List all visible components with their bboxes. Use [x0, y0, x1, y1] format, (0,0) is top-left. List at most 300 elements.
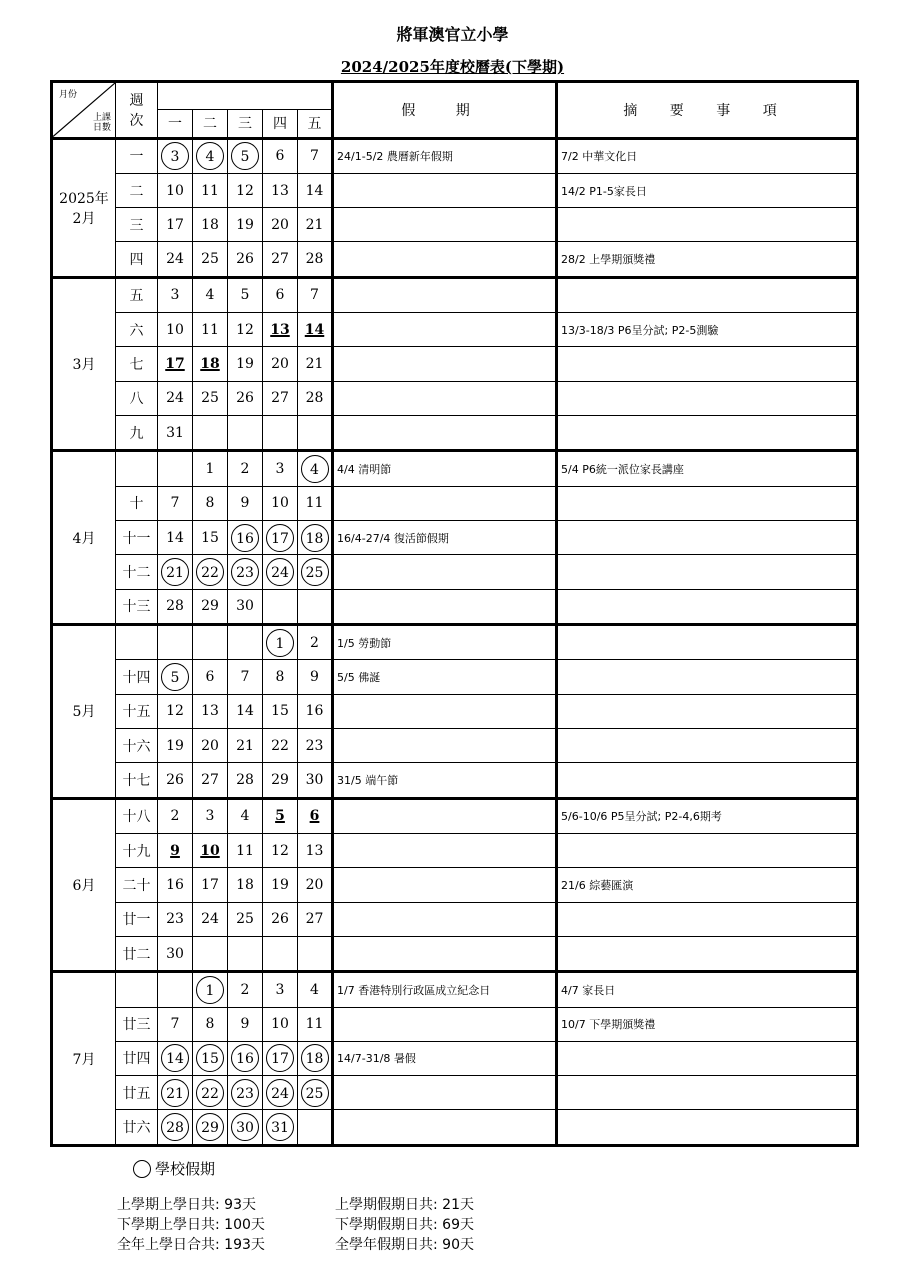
week-number: 六 — [116, 313, 158, 347]
event-note: 7/2 中華文化日 — [557, 138, 858, 173]
day-cell — [193, 381, 228, 415]
date: 29 — [201, 598, 219, 615]
date: 20 — [305, 876, 324, 893]
circle-legend-icon — [133, 1160, 151, 1178]
day-cell — [228, 902, 263, 936]
event-note — [557, 1041, 858, 1075]
date: 9 — [240, 1016, 250, 1033]
week-number: 十五 — [116, 694, 158, 728]
day-cell — [193, 936, 228, 971]
day-cell — [228, 763, 263, 798]
day-cell — [193, 728, 228, 762]
week-row — [52, 1007, 858, 1041]
week-row — [52, 1110, 858, 1146]
day-cell — [263, 1110, 298, 1146]
date: 8 — [205, 1016, 215, 1033]
date: 6 — [275, 148, 285, 165]
holiday-note — [333, 902, 557, 936]
day-cell — [158, 833, 193, 867]
event-note — [557, 208, 858, 242]
holiday-date: 16 — [231, 1044, 259, 1072]
corner-month-label: 月份 — [59, 90, 78, 100]
week-number — [116, 451, 158, 486]
date: 17 — [201, 876, 219, 893]
week-row — [52, 138, 858, 173]
date: 3 — [275, 461, 285, 478]
holiday-date: 1 — [196, 976, 224, 1004]
weekday-header: 五 — [298, 110, 333, 138]
week-row — [52, 277, 858, 312]
date: 18 — [201, 216, 219, 233]
week-number — [116, 972, 158, 1007]
day-cell — [158, 521, 193, 555]
date: 1 — [205, 461, 215, 478]
week-number: 十四 — [116, 660, 158, 694]
day-cell — [158, 589, 193, 624]
day-cell — [228, 451, 263, 486]
week-number: 十七 — [116, 763, 158, 798]
holiday-date: 14 — [161, 1044, 189, 1072]
date: 4 — [310, 981, 319, 998]
holiday-note — [333, 1007, 557, 1041]
day-cell — [263, 521, 298, 555]
week-row — [52, 451, 858, 486]
day-cell — [158, 936, 193, 971]
day-cell — [158, 416, 193, 451]
day-cell — [158, 277, 193, 312]
day-cell — [193, 521, 228, 555]
week-number: 二十 — [116, 868, 158, 902]
week-number: 十一 — [116, 521, 158, 555]
date: 10 — [271, 1016, 289, 1033]
date: 9 — [170, 842, 180, 859]
summary-line: 全年上學日合共: 193天 — [117, 1237, 265, 1253]
week-number: 三 — [116, 208, 158, 242]
date: 11 — [305, 495, 324, 512]
week-row — [52, 486, 858, 520]
date: 6 — [309, 808, 320, 825]
school-calendar-table — [50, 80, 859, 1147]
holiday-date: 5 — [231, 142, 259, 170]
holiday-note — [333, 313, 557, 347]
week-row — [52, 936, 858, 971]
event-note — [557, 1076, 858, 1110]
event-note — [557, 521, 858, 555]
day-cell — [158, 763, 193, 798]
date: 2 — [240, 981, 250, 998]
event-note — [557, 486, 858, 520]
day-cell — [263, 902, 298, 936]
day-cell — [228, 589, 263, 624]
date: 19 — [236, 356, 254, 373]
day-cell — [158, 1007, 193, 1041]
week-row — [52, 833, 858, 867]
day-cell — [298, 451, 333, 486]
day-cell — [298, 173, 333, 207]
day-cell — [263, 313, 298, 347]
day-cell — [158, 1110, 193, 1146]
date: 27 — [271, 390, 289, 407]
date: 29 — [271, 771, 289, 788]
day-cell — [263, 833, 298, 867]
day-cell — [298, 313, 333, 347]
date: 24 — [166, 390, 184, 407]
day-cell — [263, 242, 298, 277]
date: 13 — [271, 182, 289, 199]
holiday-date: 5 — [161, 663, 189, 691]
day-cell — [228, 555, 263, 589]
week-number: 廿六 — [116, 1110, 158, 1146]
week-row — [52, 625, 858, 660]
date: 30 — [305, 771, 324, 788]
day-cell — [228, 173, 263, 207]
date: 24 — [201, 911, 219, 928]
week-row — [52, 798, 858, 833]
day-cell — [263, 625, 298, 660]
holiday-note — [333, 694, 557, 728]
day-cell — [158, 208, 193, 242]
day-cell — [158, 694, 193, 728]
day-cell — [228, 521, 263, 555]
day-cell — [298, 486, 333, 520]
event-note — [557, 589, 858, 624]
event-note — [557, 660, 858, 694]
event-note: 13/3-18/3 P6呈分試; P2-5測驗 — [557, 313, 858, 347]
holiday-note — [333, 1076, 557, 1110]
day-cell — [228, 277, 263, 312]
event-note — [557, 1110, 858, 1146]
holiday-note — [333, 1110, 557, 1146]
day-cell — [263, 555, 298, 589]
day-cell — [228, 936, 263, 971]
day-cell — [298, 589, 333, 624]
summary-line: 上學期假期日共: 21天 — [335, 1197, 474, 1213]
day-cell — [298, 728, 333, 762]
holiday-note: 14/7-31/8 暑假 — [333, 1041, 557, 1075]
date: 14 — [305, 182, 324, 199]
event-note: 21/6 綜藝匯演 — [557, 868, 858, 902]
holiday-date: 29 — [196, 1113, 224, 1141]
holiday-date: 25 — [301, 558, 329, 586]
date: 20 — [271, 356, 289, 373]
date: 2 — [170, 808, 180, 825]
date: 26 — [236, 251, 254, 268]
date: 25 — [236, 911, 254, 928]
holiday-date: 28 — [161, 1113, 189, 1141]
holiday-note: 1/7 香港特別行政區成立紀念日 — [333, 972, 557, 1007]
day-cell — [193, 660, 228, 694]
month-label: 2025年 2月 — [52, 138, 116, 277]
day-cell — [193, 347, 228, 381]
week-header: 週 次 — [116, 82, 158, 139]
day-cell — [263, 798, 298, 833]
date: 11 — [201, 321, 219, 338]
day-cell — [193, 589, 228, 624]
date: 28 — [236, 771, 254, 788]
holiday-note: 4/4 清明節 — [333, 451, 557, 486]
day-cell — [228, 347, 263, 381]
holiday-note: 5/5 佛誕 — [333, 660, 557, 694]
date: 22 — [271, 737, 289, 754]
date: 18 — [200, 356, 220, 373]
date: 10 — [166, 321, 184, 338]
date: 19 — [236, 216, 254, 233]
day-cell — [158, 486, 193, 520]
day-cell — [193, 1041, 228, 1075]
date: 7 — [310, 287, 319, 304]
holiday-note — [333, 555, 557, 589]
date: 5 — [240, 287, 250, 304]
holiday-note — [333, 416, 557, 451]
day-cell — [158, 173, 193, 207]
day-cell — [193, 763, 228, 798]
week-number: 十 — [116, 486, 158, 520]
day-cell — [193, 208, 228, 242]
day-cell — [298, 1076, 333, 1110]
events-header: 摘 要 事 項 — [557, 82, 858, 139]
date: 21 — [305, 216, 324, 233]
event-note — [557, 763, 858, 798]
day-cell — [158, 313, 193, 347]
corner-days-label: 上課 日數 — [92, 112, 111, 133]
week-row — [52, 589, 858, 624]
week-row — [52, 1041, 858, 1075]
day-cell — [298, 1041, 333, 1075]
day-cell — [298, 277, 333, 312]
day-cell — [298, 625, 333, 660]
date: 14 — [236, 703, 254, 720]
day-cell — [193, 277, 228, 312]
day-cell — [298, 936, 333, 971]
event-note — [557, 347, 858, 381]
day-cell — [158, 798, 193, 833]
day-cell — [228, 1007, 263, 1041]
holiday-date: 1 — [266, 629, 294, 657]
week-number — [116, 625, 158, 660]
day-cell — [228, 798, 263, 833]
week-row — [52, 763, 858, 798]
holiday-note — [333, 936, 557, 971]
day-cell — [193, 313, 228, 347]
holiday-date: 31 — [266, 1113, 294, 1141]
holiday-note — [333, 833, 557, 867]
day-cell — [158, 625, 193, 660]
day-cell — [158, 555, 193, 589]
date: 14 — [304, 321, 325, 338]
day-cell — [263, 1007, 298, 1041]
day-cell — [193, 451, 228, 486]
week-row — [52, 555, 858, 589]
date: 15 — [201, 529, 219, 546]
day-cell — [298, 381, 333, 415]
summary-line: 下學期假期日共: 69天 — [335, 1217, 474, 1233]
day-cell — [263, 416, 298, 451]
month-label: 4月 — [52, 451, 116, 625]
date: 27 — [201, 771, 219, 788]
event-note: 5/4 P6統一派位家長講座 — [557, 451, 858, 486]
day-cell — [263, 277, 298, 312]
day-cell — [228, 486, 263, 520]
month-label: 6月 — [52, 798, 116, 972]
date: 25 — [201, 390, 219, 407]
day-cell — [228, 728, 263, 762]
day-cell — [158, 381, 193, 415]
day-cell — [298, 798, 333, 833]
event-note — [557, 381, 858, 415]
date: 19 — [166, 737, 184, 754]
event-note — [557, 728, 858, 762]
date: 25 — [201, 251, 219, 268]
date: 14 — [166, 529, 184, 546]
event-note — [557, 936, 858, 971]
day-cell — [228, 1041, 263, 1075]
week-row — [52, 242, 858, 277]
day-cell — [228, 416, 263, 451]
day-cell — [158, 1076, 193, 1110]
date: 11 — [201, 182, 219, 199]
day-cell — [298, 242, 333, 277]
date: 9 — [310, 668, 319, 685]
holiday-note: 1/5 勞動節 — [333, 625, 557, 660]
day-cell — [193, 868, 228, 902]
day-cell — [193, 833, 228, 867]
holiday-note — [333, 173, 557, 207]
day-cell — [298, 972, 333, 1007]
date: 28 — [166, 598, 184, 615]
date: 3 — [205, 808, 215, 825]
week-number: 四 — [116, 242, 158, 277]
holiday-date: 4 — [301, 455, 329, 483]
date: 12 — [166, 703, 184, 720]
event-note: 5/6-10/6 P5呈分試; P2-4,6期考 — [557, 798, 858, 833]
holiday-date: 23 — [231, 558, 259, 586]
month-label: 7月 — [52, 972, 116, 1146]
week-row — [52, 972, 858, 1007]
date: 23 — [166, 911, 184, 928]
holiday-date: 24 — [266, 1079, 294, 1107]
holiday-date: 30 — [231, 1113, 259, 1141]
holiday-note — [333, 486, 557, 520]
date: 4 — [240, 808, 250, 825]
week-row — [52, 660, 858, 694]
day-cell — [193, 972, 228, 1007]
day-cell — [158, 138, 193, 173]
day-cell — [298, 416, 333, 451]
date: 12 — [236, 182, 254, 199]
day-cell — [263, 589, 298, 624]
day-cell — [193, 625, 228, 660]
day-cell — [193, 486, 228, 520]
day-cell — [263, 1076, 298, 1110]
date: 7 — [240, 668, 250, 685]
date: 13 — [270, 321, 290, 338]
date: 8 — [275, 668, 285, 685]
date: 26 — [271, 911, 289, 928]
date: 23 — [305, 737, 324, 754]
event-note — [557, 625, 858, 660]
calendar-title: 2024/2025年度校曆表(下學期) — [340, 58, 565, 76]
event-note — [557, 277, 858, 312]
event-note: 10/7 下學期頒獎禮 — [557, 1007, 858, 1041]
day-cell — [298, 902, 333, 936]
date: 15 — [271, 703, 289, 720]
day-cell — [263, 173, 298, 207]
week-row — [52, 1076, 858, 1110]
holiday-date: 21 — [161, 1079, 189, 1107]
day-cell — [298, 868, 333, 902]
day-cell — [263, 138, 298, 173]
event-note — [557, 416, 858, 451]
date: 16 — [166, 876, 184, 893]
holiday-note — [333, 242, 557, 277]
day-cell — [263, 728, 298, 762]
date: 21 — [236, 737, 254, 754]
holiday-date: 16 — [231, 524, 259, 552]
day-cell — [228, 1110, 263, 1146]
week-row — [52, 868, 858, 902]
date: 28 — [305, 390, 324, 407]
date: 24 — [166, 251, 184, 268]
week-number: 廿四 — [116, 1041, 158, 1075]
week-number: 廿三 — [116, 1007, 158, 1041]
date: 10 — [271, 495, 289, 512]
day-cell — [263, 763, 298, 798]
date: 20 — [201, 737, 219, 754]
day-cell — [228, 694, 263, 728]
day-cell — [298, 1110, 333, 1146]
week-number: 十三 — [116, 589, 158, 624]
date: 28 — [305, 251, 324, 268]
day-cell — [158, 972, 193, 1007]
date: 4 — [205, 287, 215, 304]
day-cell — [263, 208, 298, 242]
holiday-date: 3 — [161, 142, 189, 170]
day-cell — [263, 936, 298, 971]
day-cell — [158, 728, 193, 762]
date: 30 — [166, 945, 184, 962]
day-cell — [263, 1041, 298, 1075]
date: 6 — [275, 287, 285, 304]
summary-line: 上學期上學日共: 93天 — [117, 1197, 256, 1213]
weekday-header: 四 — [263, 110, 298, 138]
day-cell — [193, 416, 228, 451]
date: 31 — [166, 424, 184, 441]
date: 2 — [310, 634, 319, 651]
date: 9 — [240, 495, 250, 512]
day-cell — [263, 486, 298, 520]
legend-label: 學校假期 — [155, 1160, 216, 1178]
week-number: 一 — [116, 138, 158, 173]
day-cell — [298, 833, 333, 867]
day-cell — [263, 381, 298, 415]
date: 7 — [170, 495, 180, 512]
day-cell — [193, 555, 228, 589]
holiday-note — [333, 728, 557, 762]
week-number: 五 — [116, 277, 158, 312]
date: 17 — [165, 356, 185, 373]
day-cell — [228, 242, 263, 277]
date: 30 — [236, 598, 254, 615]
holiday-date: 18 — [301, 524, 329, 552]
date: 21 — [305, 356, 324, 373]
week-row — [52, 902, 858, 936]
weekday-header: 一 — [158, 110, 193, 138]
day-cell — [228, 1076, 263, 1110]
day-cell — [228, 625, 263, 660]
day-cell — [158, 868, 193, 902]
date: 11 — [236, 842, 254, 859]
week-number: 廿二 — [116, 936, 158, 971]
